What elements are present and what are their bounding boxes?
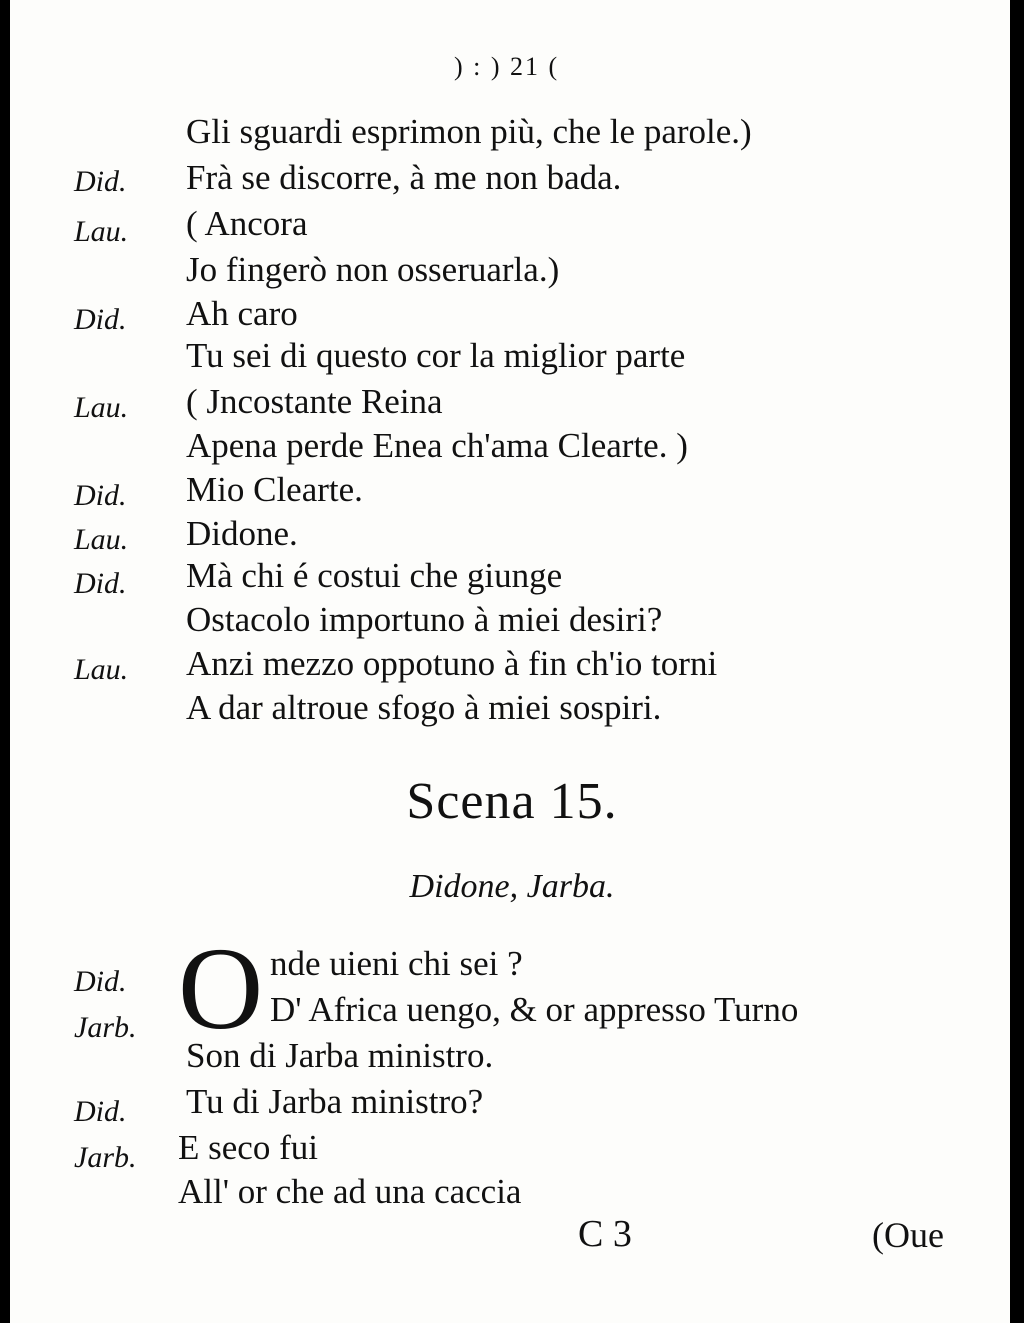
verse-line: ( Ancora <box>186 204 308 243</box>
verse-line: Anzi mezzo oppotuno à fin ch'io torni <box>186 644 718 683</box>
verse-line: Mio Clearte. <box>186 470 363 509</box>
verse-line: Frà se discorre, à me non bada. <box>186 158 622 197</box>
speaker-label: Jarb. <box>74 1011 137 1044</box>
verse-line: E seco fui <box>178 1128 318 1167</box>
verse-line: D' Africa uengo, & or appresso Turno <box>270 990 799 1029</box>
verse-line: A dar altroue sfogo à miei sospiri. <box>186 688 662 727</box>
drop-capital: O <box>178 923 264 1054</box>
verse-line: Mà chi é costui che giunge <box>186 556 563 595</box>
verse-line: Didone. <box>186 514 298 553</box>
running-head: ) : ) 21 ( <box>454 52 560 81</box>
verse-line: Tu di Jarba ministro? <box>186 1082 484 1121</box>
speaker-label: Did. <box>74 965 127 998</box>
speaker-label: Lau. <box>74 653 129 686</box>
verse-line: nde uieni chi sei ? <box>270 944 523 983</box>
verse-line: Apena perde Enea ch'ama Clearte. ) <box>186 426 688 465</box>
verse-line: Jo fingerò non osseruarla.) <box>186 250 560 289</box>
scene-title: Scena 15. <box>406 773 618 830</box>
verse-line: Tu sei di questo cor la miglior parte <box>186 336 686 375</box>
speaker-label: Did. <box>74 567 127 600</box>
speaker-label: Did. <box>74 1095 127 1128</box>
speaker-label: Did. <box>74 479 127 512</box>
scene-persons: Didone, Jarba. <box>409 868 615 905</box>
speaker-label: Jarb. <box>74 1141 137 1174</box>
verse-line: Son di Jarba ministro. <box>186 1036 494 1075</box>
speaker-label: Lau. <box>74 391 129 424</box>
speaker-label: Did. <box>74 303 127 336</box>
verse-line: Ah caro <box>186 294 298 333</box>
verse-line: Ostacolo importuno à miei desiri? <box>186 600 663 639</box>
speaker-label: Lau. <box>74 523 129 556</box>
catchword: (Oue <box>872 1215 944 1255</box>
speaker-label: Lau. <box>74 215 129 248</box>
speaker-label: Did. <box>74 165 127 198</box>
verse-line: ( Jncostante Reina <box>186 382 443 421</box>
verse-line: Gli sguardi esprimon più, che le parole.) <box>186 112 752 151</box>
verse-line: All' or che ad una caccia <box>178 1172 522 1211</box>
signature-mark: C 3 <box>578 1213 632 1255</box>
